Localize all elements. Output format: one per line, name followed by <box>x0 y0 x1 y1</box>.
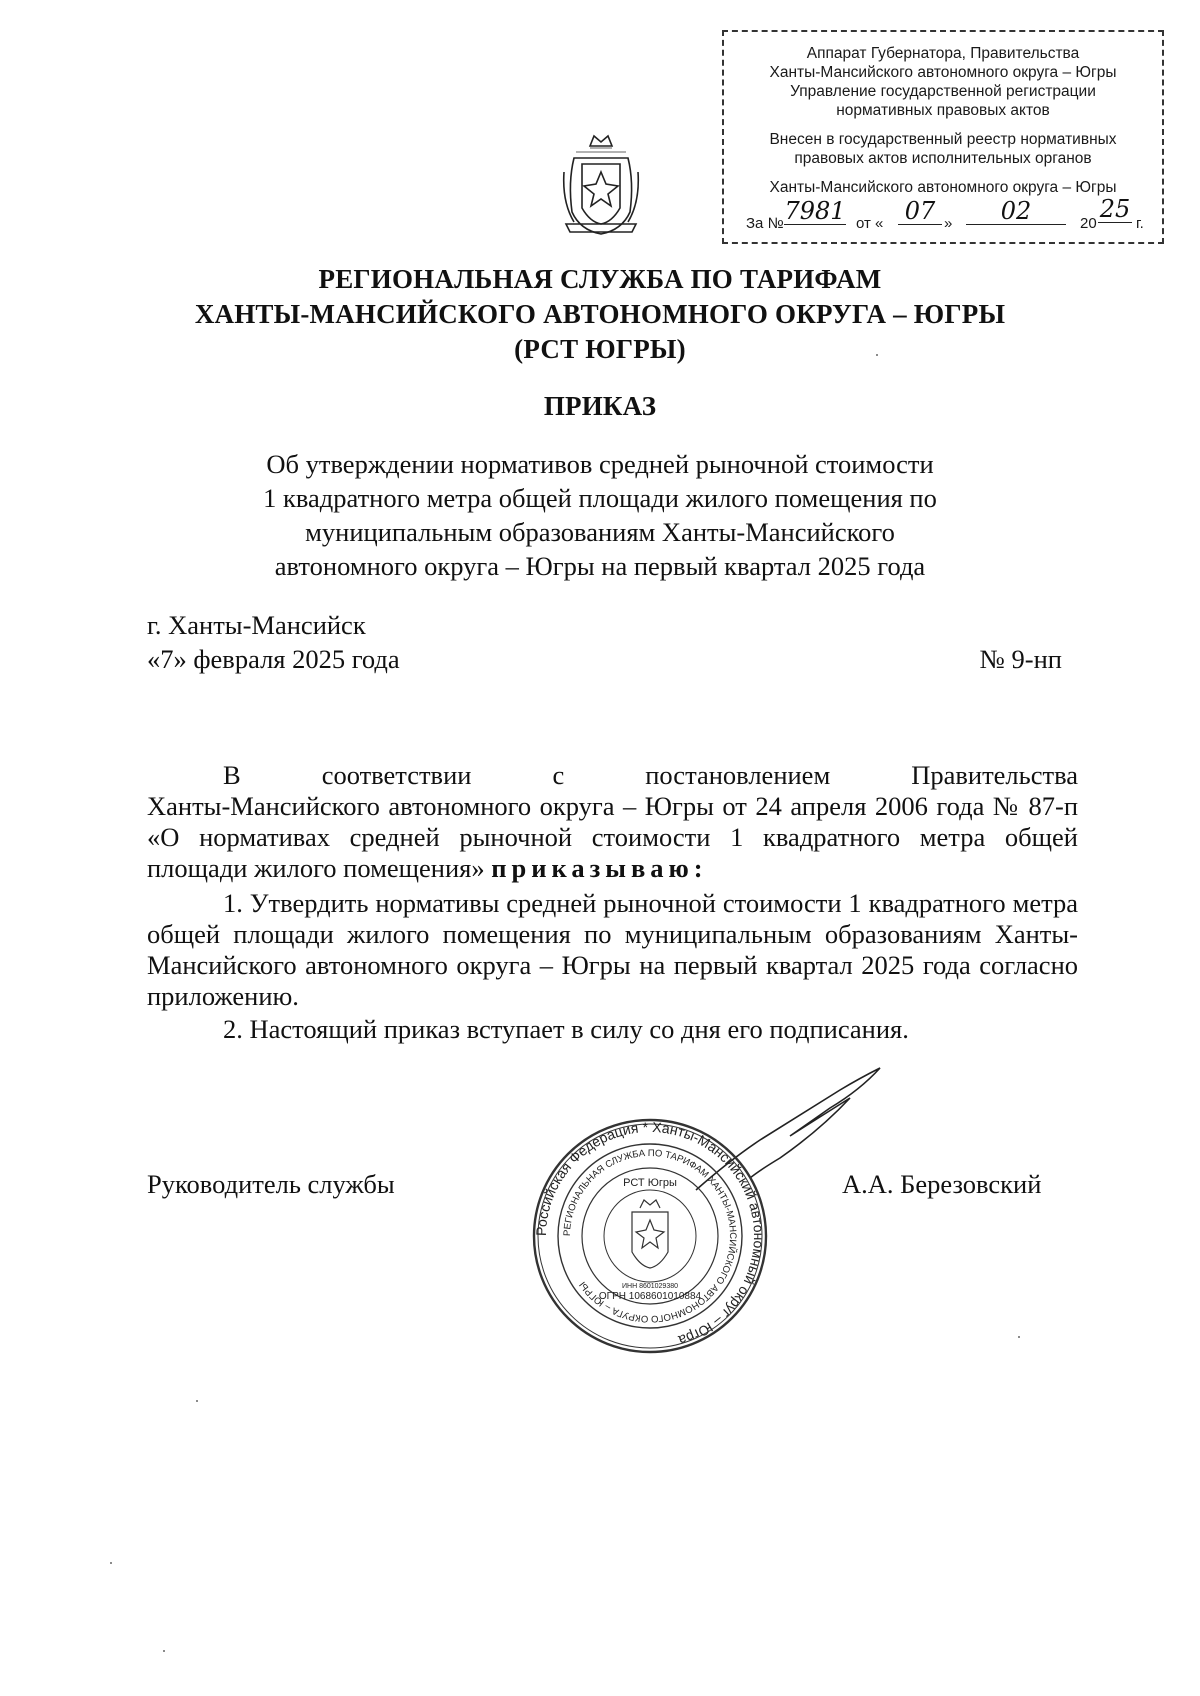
subject-line: 1 квадратного метра общей площади жилого помещения по <box>263 483 937 513</box>
preamble-rest: Ханты-Мансийского автономного округа – Югры от 24 апреля 2006 года № 87-п «О нормативах средней рыночной стоимости 1 квадратного метра общей площади жилого помещения» <box>147 791 1078 883</box>
signer-position: Руководитель службы <box>147 1169 395 1199</box>
scan-speck <box>196 1400 198 1402</box>
reg-prefix: За № <box>746 215 784 232</box>
item-2: 2. Настоящий приказ вступает в силу со дня его подписания. <box>223 1014 909 1044</box>
reg-stamp-line: нормативных правовых актов <box>836 102 1050 119</box>
seal-center-label: РСТ Югры <box>623 1177 677 1189</box>
reg-quote-close: » <box>944 215 953 232</box>
reg-stamp-line: правовых актов исполнительных органов <box>794 150 1092 167</box>
subject-line: Об утверждении нормативов средней рыночной стоимости <box>266 449 934 479</box>
reg-month: 02 <box>966 202 1066 225</box>
reg-number: 7981 <box>784 197 846 225</box>
preamble-paragraph <box>147 760 1078 884</box>
reg-year-prefix: 20 <box>1080 215 1097 232</box>
reg-stamp-line: Ханты-Мансийского автономного округа – Югры <box>769 64 1117 81</box>
reg-stamp-line: Внесен в государственный реестр нормативных <box>769 131 1117 148</box>
registration-stamp <box>722 30 1164 244</box>
subject-line: автономного округа – Югры на первый квартал 2025 года <box>274 551 926 581</box>
scan-speck <box>1018 1336 1020 1338</box>
signer-name: А.А. Березовский <box>842 1169 1042 1199</box>
item-1-first: 1. Утвердить нормативы средней рыночной стоимости 1 квадратного <box>223 888 1006 918</box>
date: «7» февраля 2025 года <box>147 644 400 674</box>
official-seal <box>530 1116 770 1356</box>
scan-speck <box>163 1650 165 1652</box>
order-word: приказываю: <box>491 853 708 883</box>
item-1-rest: метра общей площади жилого помещения по муниципальным образованиям Ханты-Мансийского автономного округа – Югры на первый квартал 2025 года согласно приложению. <box>147 888 1079 1011</box>
seal-inn: ИНН 8601029380 <box>621 1283 679 1290</box>
org-name-line-3: (РСТ ЮГРЫ) <box>514 334 686 364</box>
document-number: № 9-нп <box>979 644 1062 674</box>
reg-stamp-line: Ханты-Мансийского автономного округа – Югры <box>769 179 1117 196</box>
coat-of-arms-icon <box>560 132 642 238</box>
reg-day: 07 <box>898 202 942 225</box>
reg-year-suffix: 25 <box>1099 195 1131 223</box>
reg-number-row <box>746 195 1146 236</box>
document-type: ПРИКАЗ <box>543 391 657 421</box>
org-name-line-2: ХАНТЫ-МАНСИЙСКОГО АВТОНОМНОГО ОКРУГА – ЮГРЫ <box>194 299 1006 329</box>
place: г. Ханты-Мансийск <box>147 610 366 640</box>
preamble-text <box>147 791 1078 884</box>
subject-line: муниципальным образованиям Ханты-Мансийского <box>305 517 895 547</box>
seal-outer-text: Российская Федерация * Ханты-Мансийский автономный округ – Югра <box>532 1118 768 1349</box>
seal-middle-text: РЕГИОНАЛЬНАЯ СЛУЖБА ПО ТАРИФАМ ХАНТЫ-МАНСИЙСКОГО АВТОНОМНОГО ОКРУГА – ЮГРЫ <box>561 1147 739 1325</box>
seal-ogrn: ОГРН 1068601010884 <box>598 1291 702 1302</box>
reg-from: от « <box>856 215 884 232</box>
preamble-first-line: В соответствии с постановлением Правительства <box>223 760 1078 790</box>
reg-stamp-line: Аппарат Губернатора, Правительства <box>806 45 1080 62</box>
org-name-line-1: РЕГИОНАЛЬНАЯ СЛУЖБА ПО ТАРИФАМ <box>318 264 882 294</box>
seal-emblem <box>632 1200 668 1268</box>
reg-year-unit: г. <box>1136 215 1144 232</box>
scan-speck <box>110 1562 112 1564</box>
item-1 <box>147 888 1078 1012</box>
scan-speck <box>876 354 878 356</box>
reg-stamp-line: Управление государственной регистрации <box>790 83 1096 100</box>
